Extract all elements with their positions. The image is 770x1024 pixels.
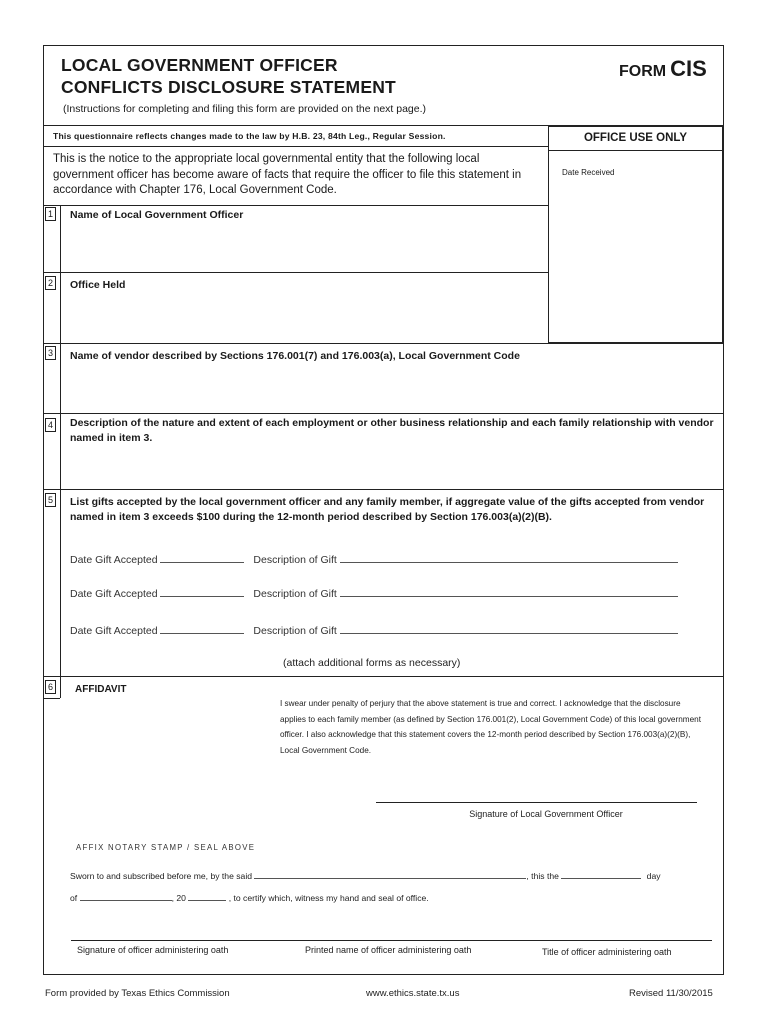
questionnaire-note: This questionnaire reflects changes made to the law by H.B. 23, 84th Leg., Regular Session. xyxy=(53,131,446,141)
oath-title-label: Title of officer administering oath xyxy=(542,947,672,957)
item-margin xyxy=(60,489,61,676)
oath-printed-name-label: Printed name of officer administering oath xyxy=(305,945,472,955)
of-prefix: of xyxy=(70,893,78,903)
office-use-title: OFFICE USE ONLY xyxy=(548,126,723,151)
footer-revised: Revised 11/30/2015 xyxy=(629,988,713,999)
footer-url[interactable]: www.ethics.state.tx.us xyxy=(366,988,460,999)
notice-text: This is the notice to the appropriate local governmental entity that the following local government officer has become aware of facts that require the officer to file this statement in accordance with Chapter 176, Local Government Code. xyxy=(53,153,522,196)
item-number: 6 xyxy=(45,680,56,694)
office-use-box xyxy=(548,126,723,343)
item-margin xyxy=(60,343,61,413)
divider xyxy=(43,413,724,414)
divider xyxy=(43,146,548,147)
item-margin xyxy=(60,205,61,272)
form-code xyxy=(619,56,707,82)
sworn-this: , this the xyxy=(526,871,559,881)
relationship-description-field[interactable] xyxy=(62,448,722,487)
of-suffix: , to certify which, witness my hand and seal of office. xyxy=(228,893,429,903)
form-word: FORM xyxy=(619,63,667,80)
item-label: Name of Local Government Officer xyxy=(70,209,244,221)
sworn-prefix: Sworn to and subscribed before me, by the said xyxy=(70,871,253,881)
notary-seal-note: AFFIX NOTARY STAMP / SEAL ABOVE xyxy=(76,843,256,852)
gift-date-field[interactable] xyxy=(160,624,244,634)
item-label: Name of vendor described by Sections 176.001(7) and 176.003(a), Local Government Code xyxy=(70,350,520,362)
item-number: 5 xyxy=(45,493,56,507)
sworn-statement xyxy=(70,870,715,881)
sworn-day: day xyxy=(646,871,661,881)
of-year: , 20 xyxy=(171,893,186,903)
gift-desc-label: Description of Gift xyxy=(253,554,337,566)
attach-note: (attach additional forms as necessary) xyxy=(283,657,461,669)
item-label: Description of the nature and extent of each employment or other business relationship and each family relationship with vendor named in item 3. xyxy=(70,417,714,444)
gift-desc-field[interactable] xyxy=(340,624,678,634)
vendor-name-field[interactable] xyxy=(62,367,722,411)
gift-date-label: Date Gift Accepted xyxy=(70,588,158,600)
footer-provider: Form provided by Texas Ethics Commission xyxy=(45,988,230,999)
gift-row xyxy=(70,587,678,600)
gift-row xyxy=(70,624,678,637)
item-margin xyxy=(60,413,61,489)
gift-desc-field[interactable] xyxy=(340,553,678,563)
item-margin xyxy=(60,676,61,698)
item-label: Office Held xyxy=(70,279,126,291)
month-field[interactable] xyxy=(80,892,172,901)
gift-row xyxy=(70,553,678,566)
sworn-name-field[interactable] xyxy=(254,870,526,879)
year-field[interactable] xyxy=(188,892,226,901)
divider xyxy=(43,676,724,677)
affidavit-title: AFFIDAVIT xyxy=(75,684,127,695)
sworn-day-field[interactable] xyxy=(561,870,641,879)
affidavit-statement: I swear under penalty of perjury that the above statement is true and correct. I acknowledge that the disclosure applies to each family member (as defined by Section 176.001(2), Local Government Code) of this local government officer. I also acknowledge that this statement covers the 12-month period described by Section 176.003(a)(2)(B), Local Government Code. xyxy=(280,699,701,755)
officer-signature-line[interactable] xyxy=(376,802,697,803)
divider xyxy=(43,489,724,490)
form-title xyxy=(61,54,396,98)
item-number: 1 xyxy=(45,207,56,221)
oath-officer-signature-label: Signature of officer administering oath xyxy=(77,945,229,955)
item-label: List gifts accepted by the local government officer and any family member, if aggregate value of the gifts accepted from vendor named in item 3 exceeds $100 during the 12-month period described by Section 176.003(a)(2)(B). xyxy=(70,496,705,523)
officer-signature-label: Signature of Local Government Officer xyxy=(469,809,623,819)
divider xyxy=(43,343,724,344)
oath-signature-line[interactable] xyxy=(71,940,712,941)
date-received-label: Date Received xyxy=(562,168,615,177)
divider xyxy=(43,272,548,273)
instructions-note: (Instructions for completing and filing this form are provided on the next page.) xyxy=(63,103,427,115)
certify-statement xyxy=(70,892,429,903)
gift-date-label: Date Gift Accepted xyxy=(70,554,158,566)
gift-date-field[interactable] xyxy=(160,553,244,563)
item-number: 4 xyxy=(45,418,56,432)
gift-desc-field[interactable] xyxy=(340,587,678,597)
item-margin xyxy=(60,272,61,343)
gift-date-field[interactable] xyxy=(160,587,244,597)
gift-desc-label: Description of Gift xyxy=(253,625,337,637)
title-line-2: CONFLICTS DISCLOSURE STATEMENT xyxy=(61,77,396,97)
gift-date-label: Date Gift Accepted xyxy=(70,625,158,637)
divider xyxy=(43,205,548,206)
officer-name-field[interactable] xyxy=(62,225,546,270)
form-code-value: CIS xyxy=(670,56,707,81)
gift-desc-label: Description of Gift xyxy=(253,588,337,600)
title-line-1: LOCAL GOVERNMENT OFFICER xyxy=(61,55,338,75)
item-number: 2 xyxy=(45,276,56,290)
item-number: 3 xyxy=(45,346,56,360)
office-held-field[interactable] xyxy=(62,295,546,341)
divider xyxy=(43,698,60,699)
